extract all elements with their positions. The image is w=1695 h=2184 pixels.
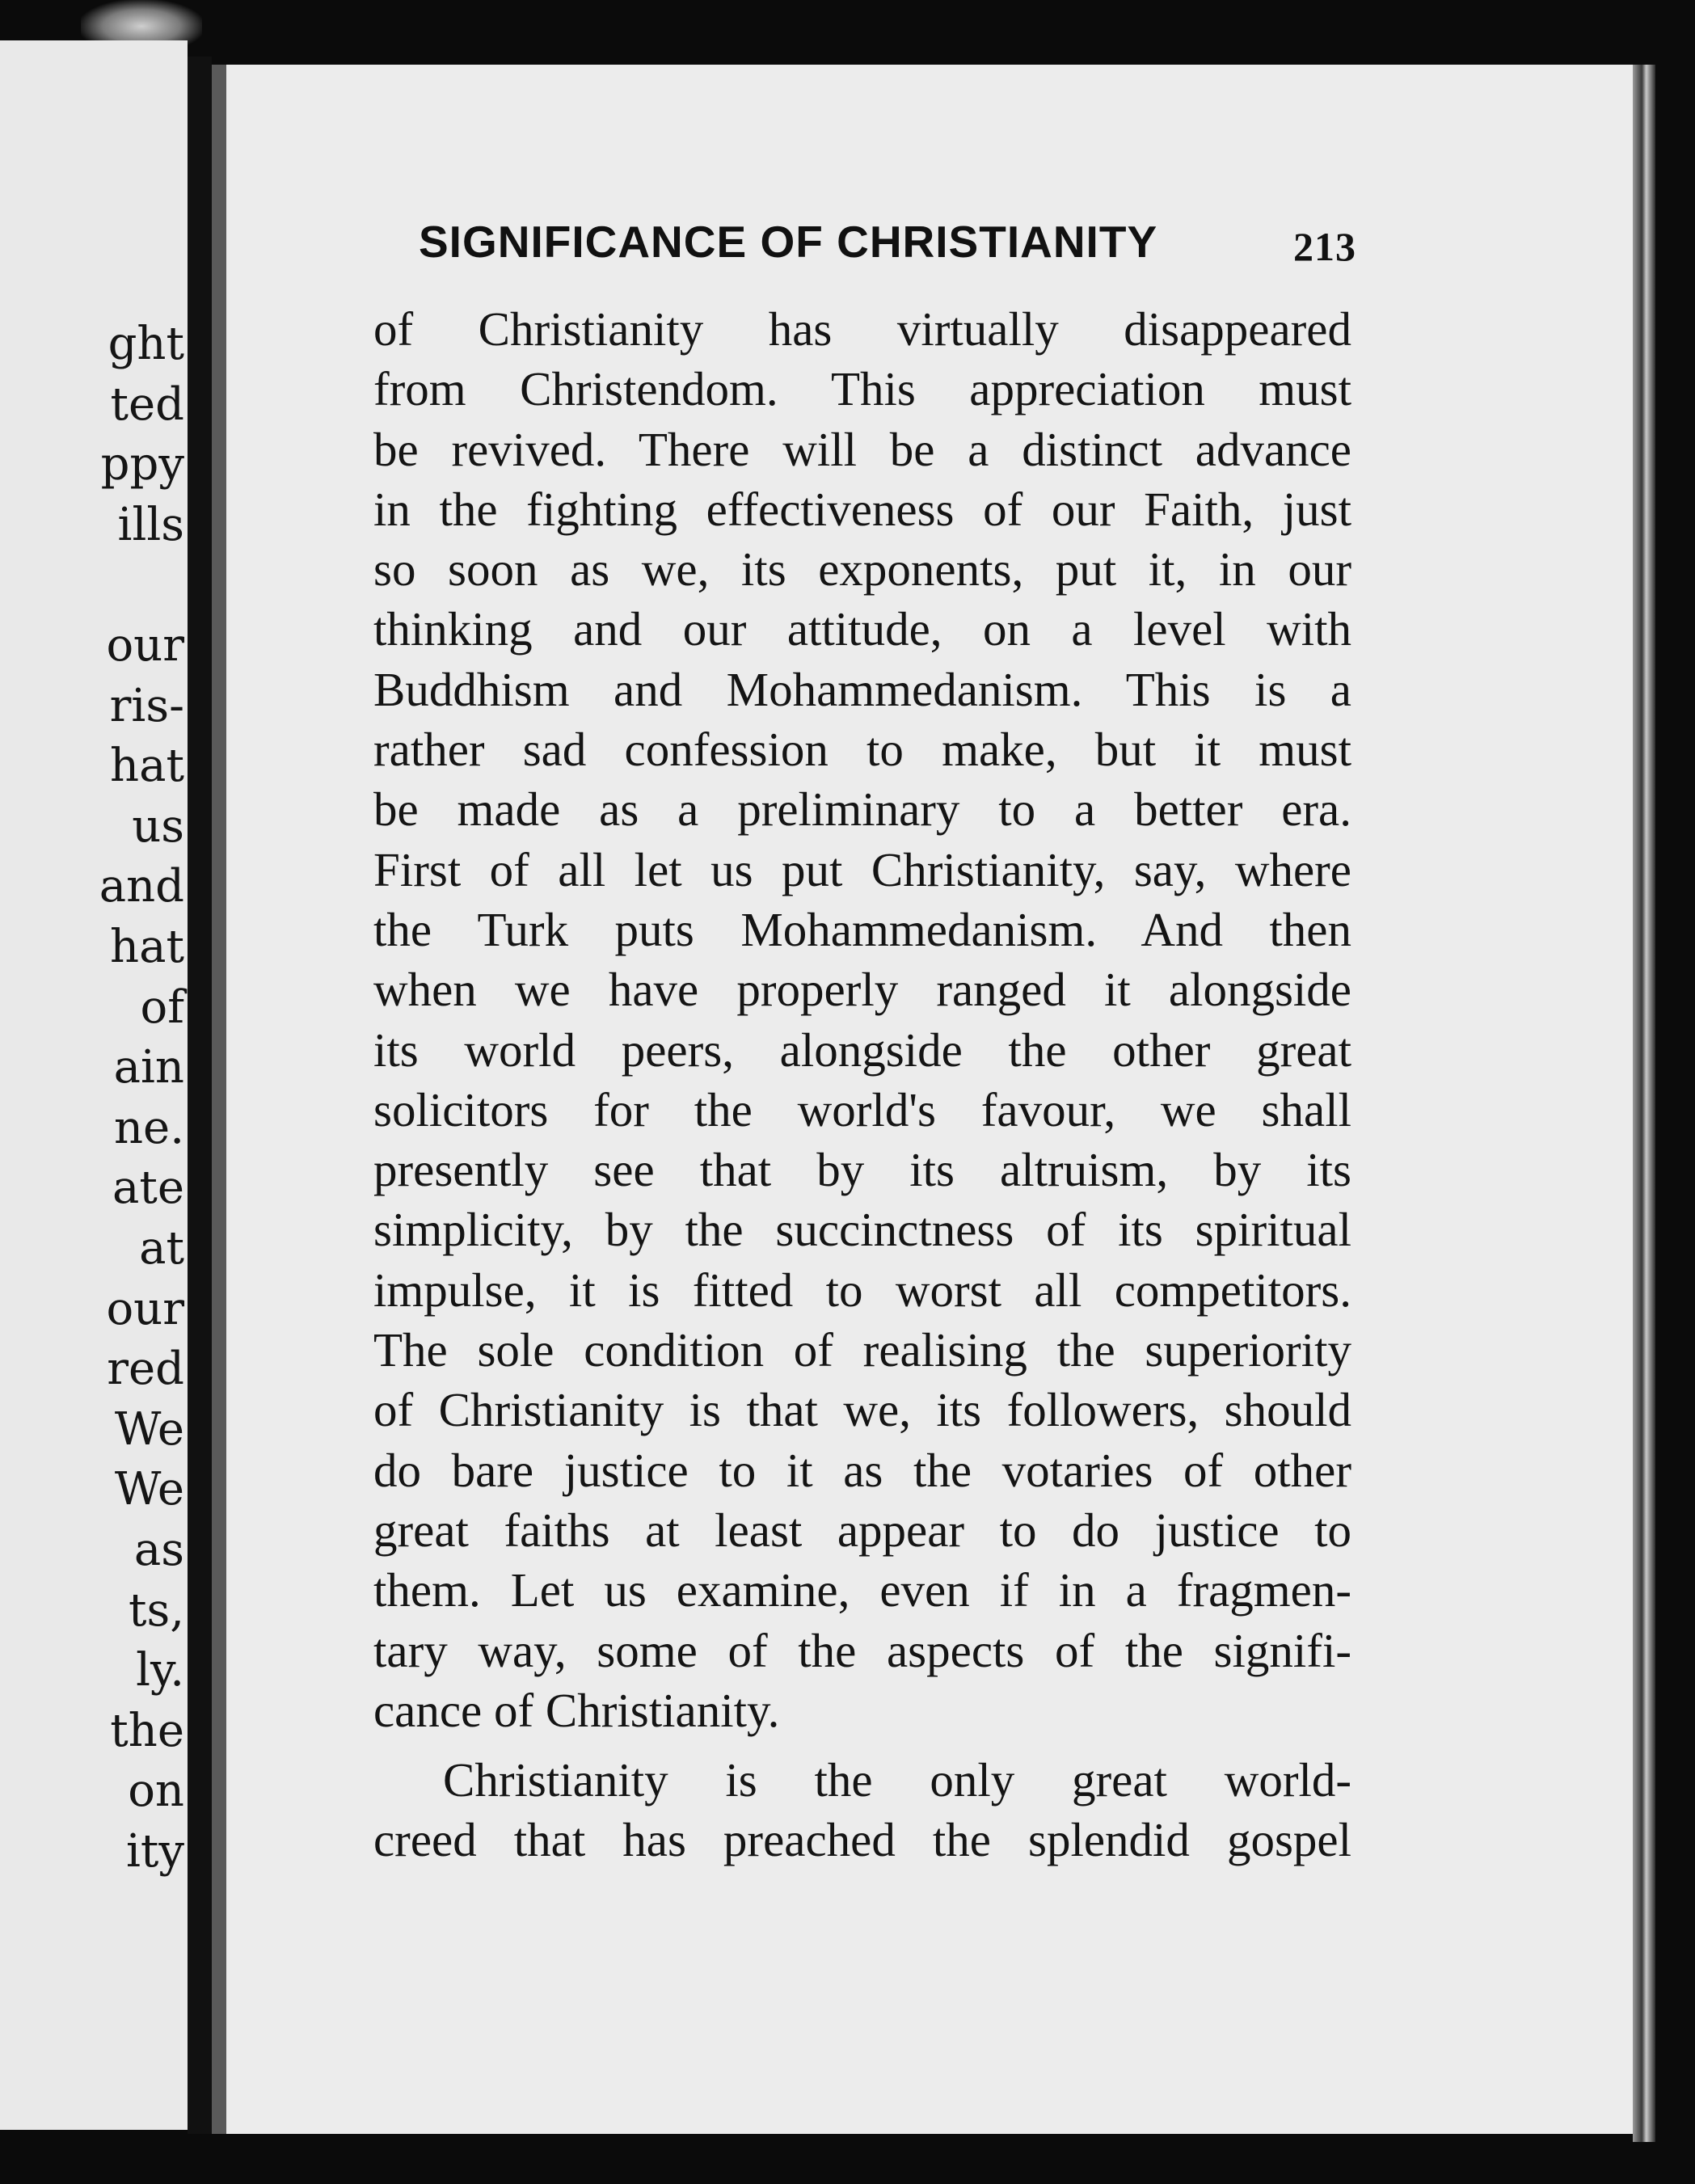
left-page-fragment: ris-	[109, 679, 184, 732]
text-line: Christianity is the only great world-	[443, 1753, 1351, 1807]
text-line: so soon as we, its exponents, put it, in our	[373, 542, 1351, 597]
text-line: the Turk puts Mohammedanism. And then	[373, 902, 1351, 956]
left-page-fragment: us	[132, 799, 184, 853]
running-head-title: SIGNIFICANCE OF CHRISTIANITY	[419, 217, 1158, 267]
text-line: in the fighting effectiveness of our Faith, just	[373, 482, 1351, 536]
left-page-fragment: at	[139, 1222, 184, 1275]
text-line: of Christianity has virtually disappeared	[373, 302, 1351, 356]
book-gutter	[188, 57, 212, 2134]
left-page-fragment: and	[99, 860, 184, 913]
left-page-fragment: our	[106, 1282, 184, 1335]
body-text	[373, 299, 1351, 1870]
left-page-fragment: hat	[110, 740, 184, 793]
left-page-fragment: ppy	[100, 438, 184, 491]
text-line: simplicity, by the succinctness of its spiritual	[373, 1203, 1351, 1257]
text-line: be made as a preliminary to a better era.	[373, 782, 1351, 837]
left-page-fragment: of	[140, 980, 184, 1034]
left-page-fragment: on	[128, 1764, 184, 1818]
left-page-fragment: ate	[112, 1162, 184, 1215]
page-edge	[1633, 65, 1655, 2142]
text-line: impulse, it is fitted to worst all competitors.	[373, 1263, 1351, 1317]
left-facing-page	[0, 40, 188, 2130]
left-page-fragment: ts,	[128, 1583, 184, 1637]
text-line: when we have properly ranged it alongside	[373, 963, 1351, 1017]
left-page-fragment: ity	[125, 1825, 184, 1878]
text-line: tary way, some of the aspects of the signifi-	[373, 1623, 1351, 1677]
text-line: be revived. There will be a distinct advance	[373, 422, 1351, 476]
left-page-fragment: We	[114, 1463, 184, 1516]
text-line: creed that has preached the splendid gospel	[373, 1813, 1351, 1867]
text-line: Buddhism and Mohammedanism. This is a	[373, 662, 1351, 716]
left-page-fragment: ain	[113, 1041, 184, 1094]
left-page-fragment: as	[133, 1524, 184, 1576]
text-line: First of all let us put Christianity, say, where	[373, 842, 1351, 896]
text-line: great faiths at least appear to do justice to	[373, 1503, 1351, 1557]
left-page-fragment: hat	[110, 921, 184, 973]
left-page-fragment: ted	[110, 377, 184, 431]
left-page-fragment: the	[110, 1704, 184, 1757]
left-page-fragment: red	[107, 1343, 184, 1396]
left-page-fragment: We	[114, 1402, 184, 1456]
left-page-fragment: ne.	[113, 1101, 184, 1154]
text-line: its world peers, alongside the other great	[373, 1022, 1351, 1077]
text-line: solicitors for the world's favour, we shall	[373, 1082, 1351, 1136]
text-line: rather sad confession to make, but it must	[373, 723, 1351, 777]
left-page-fragment: ght	[108, 318, 184, 370]
text-line: thinking and our attitude, on a level with	[373, 602, 1351, 656]
text-line: do bare justice to it as the votaries of other	[373, 1443, 1351, 1497]
left-page-fragment: ly.	[136, 1644, 184, 1697]
text-line: of Christianity is that we, its followers, should	[373, 1383, 1351, 1437]
text-line: them. Let us examine, even if in a fragmen-	[373, 1563, 1351, 1617]
text-line: The sole condition of realising the superiority	[373, 1323, 1351, 1377]
running-head	[419, 217, 1356, 269]
left-page-fragment: our	[106, 619, 184, 672]
page-number: 213	[1293, 224, 1356, 269]
text-line: presently see that by its altruism, by its	[373, 1143, 1351, 1197]
text-line: from Christendom. This appreciation must	[373, 362, 1351, 416]
text-line: cance of Christianity.	[373, 1683, 780, 1737]
left-page-fragment: ills	[117, 498, 184, 551]
